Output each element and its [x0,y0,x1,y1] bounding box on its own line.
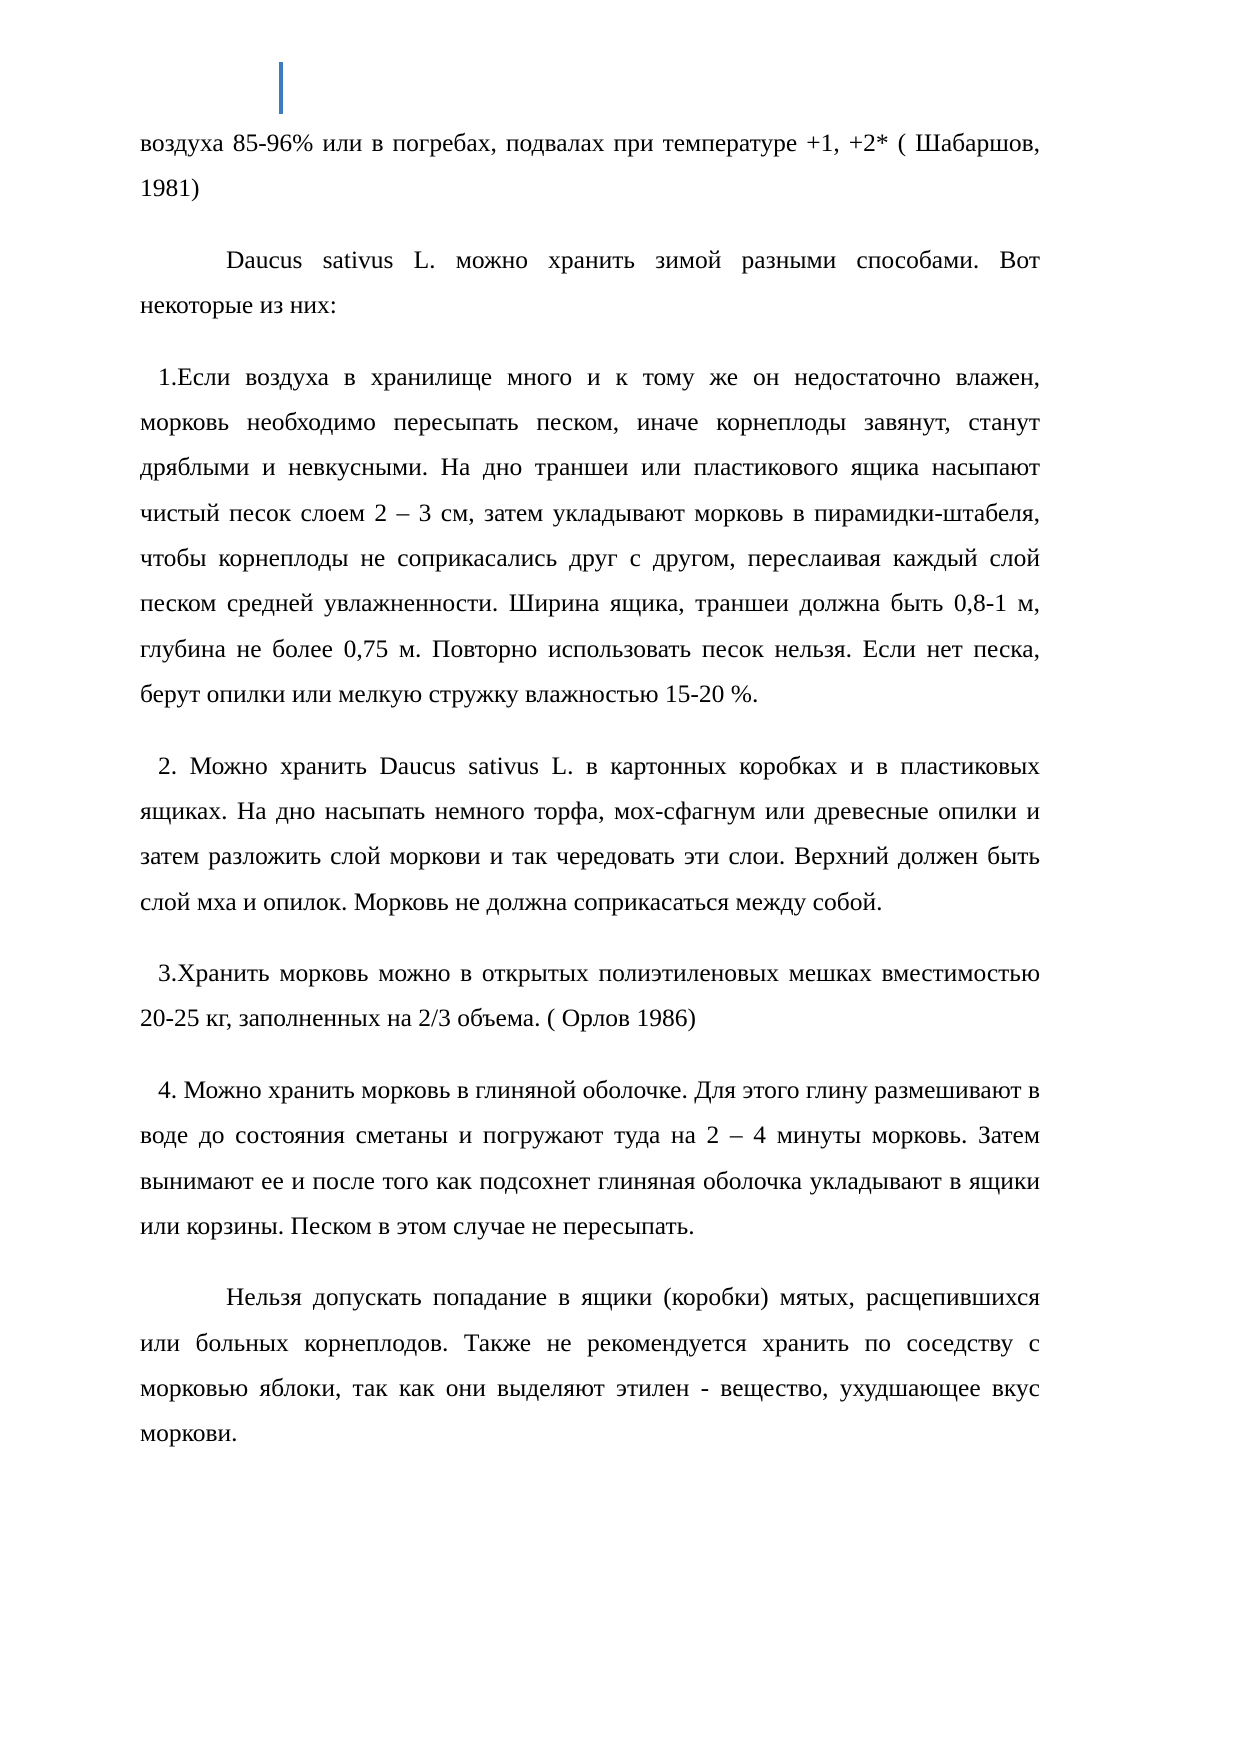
paragraph-warning[interactable]: Нельзя допускать попадание в ящики (коробки) мятых, расщепившихся или больных корнеплодов. Также не рекомендуется хранить по соседству с морковью яблоки, так как они выделяют этилен - вещество, ухудшающее вкус моркови. [140,1282,1040,1448]
document-body [140,120,1040,1456]
text-cursor [279,62,283,114]
paragraph-methods-lead[interactable]: Daucus sativus L. можно хранить зимой разными способами. Вот некоторые из них: [140,244,1040,320]
paragraph-intro[interactable]: воздуха 85-96% или в погребах, подвалах при температуре +1, +2* ( Шабаршов, 1981) [140,128,1040,203]
paragraph-method-2[interactable]: 2. Можно хранить Daucus sativus L. в картонных коробках и в пластиковых ящиках. На дно насыпать немного торфа, мох-сфагнум или древесные опилки и затем разложить слой моркови и так чередовать эти слои. Верхний должен быть слой мха и опилок. Морковь не должна соприкасаться между собой. [140,750,1040,916]
paragraph-method-4[interactable]: 4. Можно хранить морковь в глиняной оболочке. Для этого глину размешивают в воде до состояния сметаны и погружают туда на 2 – 4 минуты морковь. Затем вынимают ее и после того как подсохнет глиняная оболочка укладывают в ящики или корзины. Песком в этом случае не пересыпать. [140,1074,1040,1240]
paragraph-method-3[interactable]: 3.Хранить морковь можно в открытых полиэтиленовых мешках вместимостью 20-25 кг, заполненных на 2/3 объема. ( Орлов 1986) [140,958,1040,1033]
paragraph-method-1[interactable]: 1.Если воздуха в хранилище много и к тому же он недостаточно влажен, морковь необходимо пересыпать песком, иначе корнеплоды завянут, станут дряблыми и невкусными. На дно траншеи или пластикового ящика насыпают чистый песок слоем 2 – 3 см, затем укладывают морковь в пирамидки-штабеля, чтобы корнеплоды не соприкасались друг с другом, переслаивая каждый слой песком средней увлажненности. Ширина ящика, траншеи должна быть 0,8-1 м, глубина не более 0,75 м. Повторно использовать песок нельзя. Если нет песка, берут опилки или мелкую стружку влажностью 15-20 %. [140,361,1040,709]
